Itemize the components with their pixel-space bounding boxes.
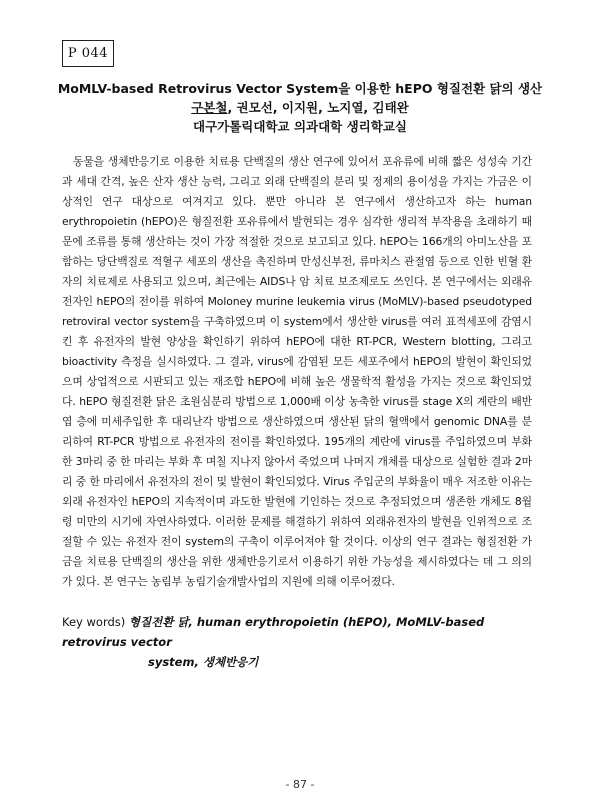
keywords-terms-line2: system, 생체반응기: [148, 655, 259, 669]
page-number: - 87 -: [285, 778, 315, 791]
abstract-code-box: P 044: [62, 40, 114, 67]
keywords-label: Key words): [62, 615, 126, 629]
author-list: [40, 99, 560, 117]
co-authors: , 권모선, 이지원, 노지열, 김태완: [227, 100, 409, 115]
keywords: [62, 612, 542, 672]
keywords-terms-line1: 형질전환 닭, human erythropoietin (hEPO), MoMLV-based retrovirus vector: [62, 615, 485, 649]
first-author: 구본철: [191, 100, 228, 115]
affiliation: 대구가톨릭대학교 의과대학 생리학교실: [193, 119, 407, 134]
abstract-body: 동물을 생체반응기로 이용한 치료용 단백질의 생산 연구에 있어서 포유류에 비해 짧은 성성숙 기간과 세대 간격, 높은 산자 생산 능력, 그리고 외래 단백질의 분리 및 정제의 용이성을 가지는 가금은 이상적인 연구 대상으로 여겨지고 있다. 뿐만 아니라 본 연구에서 생산하고자 하는 human erythropoietin (hEPO)은 형질전환 포유류에서 발현되는 경우 심각한 생리적 부작용을 초래하기 때문에 조류를 통해 생산하는 것이 가장 적절한 것으로 보고되고 있다. hEPO는 166개의 아미노산을 포함하는 당단백질로 적혈구 세포의 생산을 촉진하며 만성신부전, 류마치스 관절염 등으로 인한 빈혈 환자의 치료제로 사용되고 있으며, 최근에는 AIDS나 암 치료 보조제로도 쓰인다. 본 연구에서는 외래유전자인 hEPO의 전이를 위하여 Moloney murine leukemia virus (MoMLV)-based pseudotyped retroviral vector system을 구축하였으며 이 system에서 생산한 virus를 여러 표적세포에 감염시킨 후 유전자의 발현 양상을 확인하기 위하여 hEPO에 대한 RT-PCR, Western blotting, 그리고 bioactivity 측정을 실시하였다. 그 결과, virus에 감염된 모든 세포주에서 hEPO의 발현이 확인되었으며 상업적으로 시판되고 있는 재조합 hEPO에 비해 높은 생물학적 활성을 가지는 것으로 확인되었다. hEPO 형질전환 닭은 초원심분리 방법으로 1,000배 이상 농축한 virus를 stage X의 계란의 배반엽 층에 미세주입한 후 대리난각 방법으로 생산하였으며 생산된 닭의 혈액에서 genomic DNA를 분리하여 RT-PCR 방법으로 유전자의 전이를 확인하였다. 195개의 계란에 virus를 주입하였으며 부화한 3마리 중 한 마리는 부화 후 며칠 지나지 않아서 죽었으며 나머지 개체를 대상으로 실험한 결과 2마리 중 한 마리에서 유전자의 전이 및 발현이 확인되었다. Virus 주입군의 부화율이 매우 저조한 이유는 외래 유전자인 hEPO의 지속적이며 과도한 발현에 기인하는 것으로 추정되었으며 생존한 개체도 8월령 미만의 시기에 자연사하였다. 이러한 문제를 해결하기 위하여 외래유전자의 발현을 인위적으로 조절할 수 있는 유전자 전이 system의 구축이 이루어져야 할 것이다. 이상의 연구 결과는 형질전환 가금을 치료용 단백질의 생산을 위한 생체반응기로서 이용하기 위한 가능성을 제시하였다는 데 그 의의가 있다. 본 연구는 농림부 농림기술개발사업의 지원에 의해 이루어졌다.: [62, 155, 532, 588]
paper-title: MoMLV-based Retrovirus Vector System을 이용한 hEPO 형질전환 닭의 생산: [57, 81, 543, 96]
